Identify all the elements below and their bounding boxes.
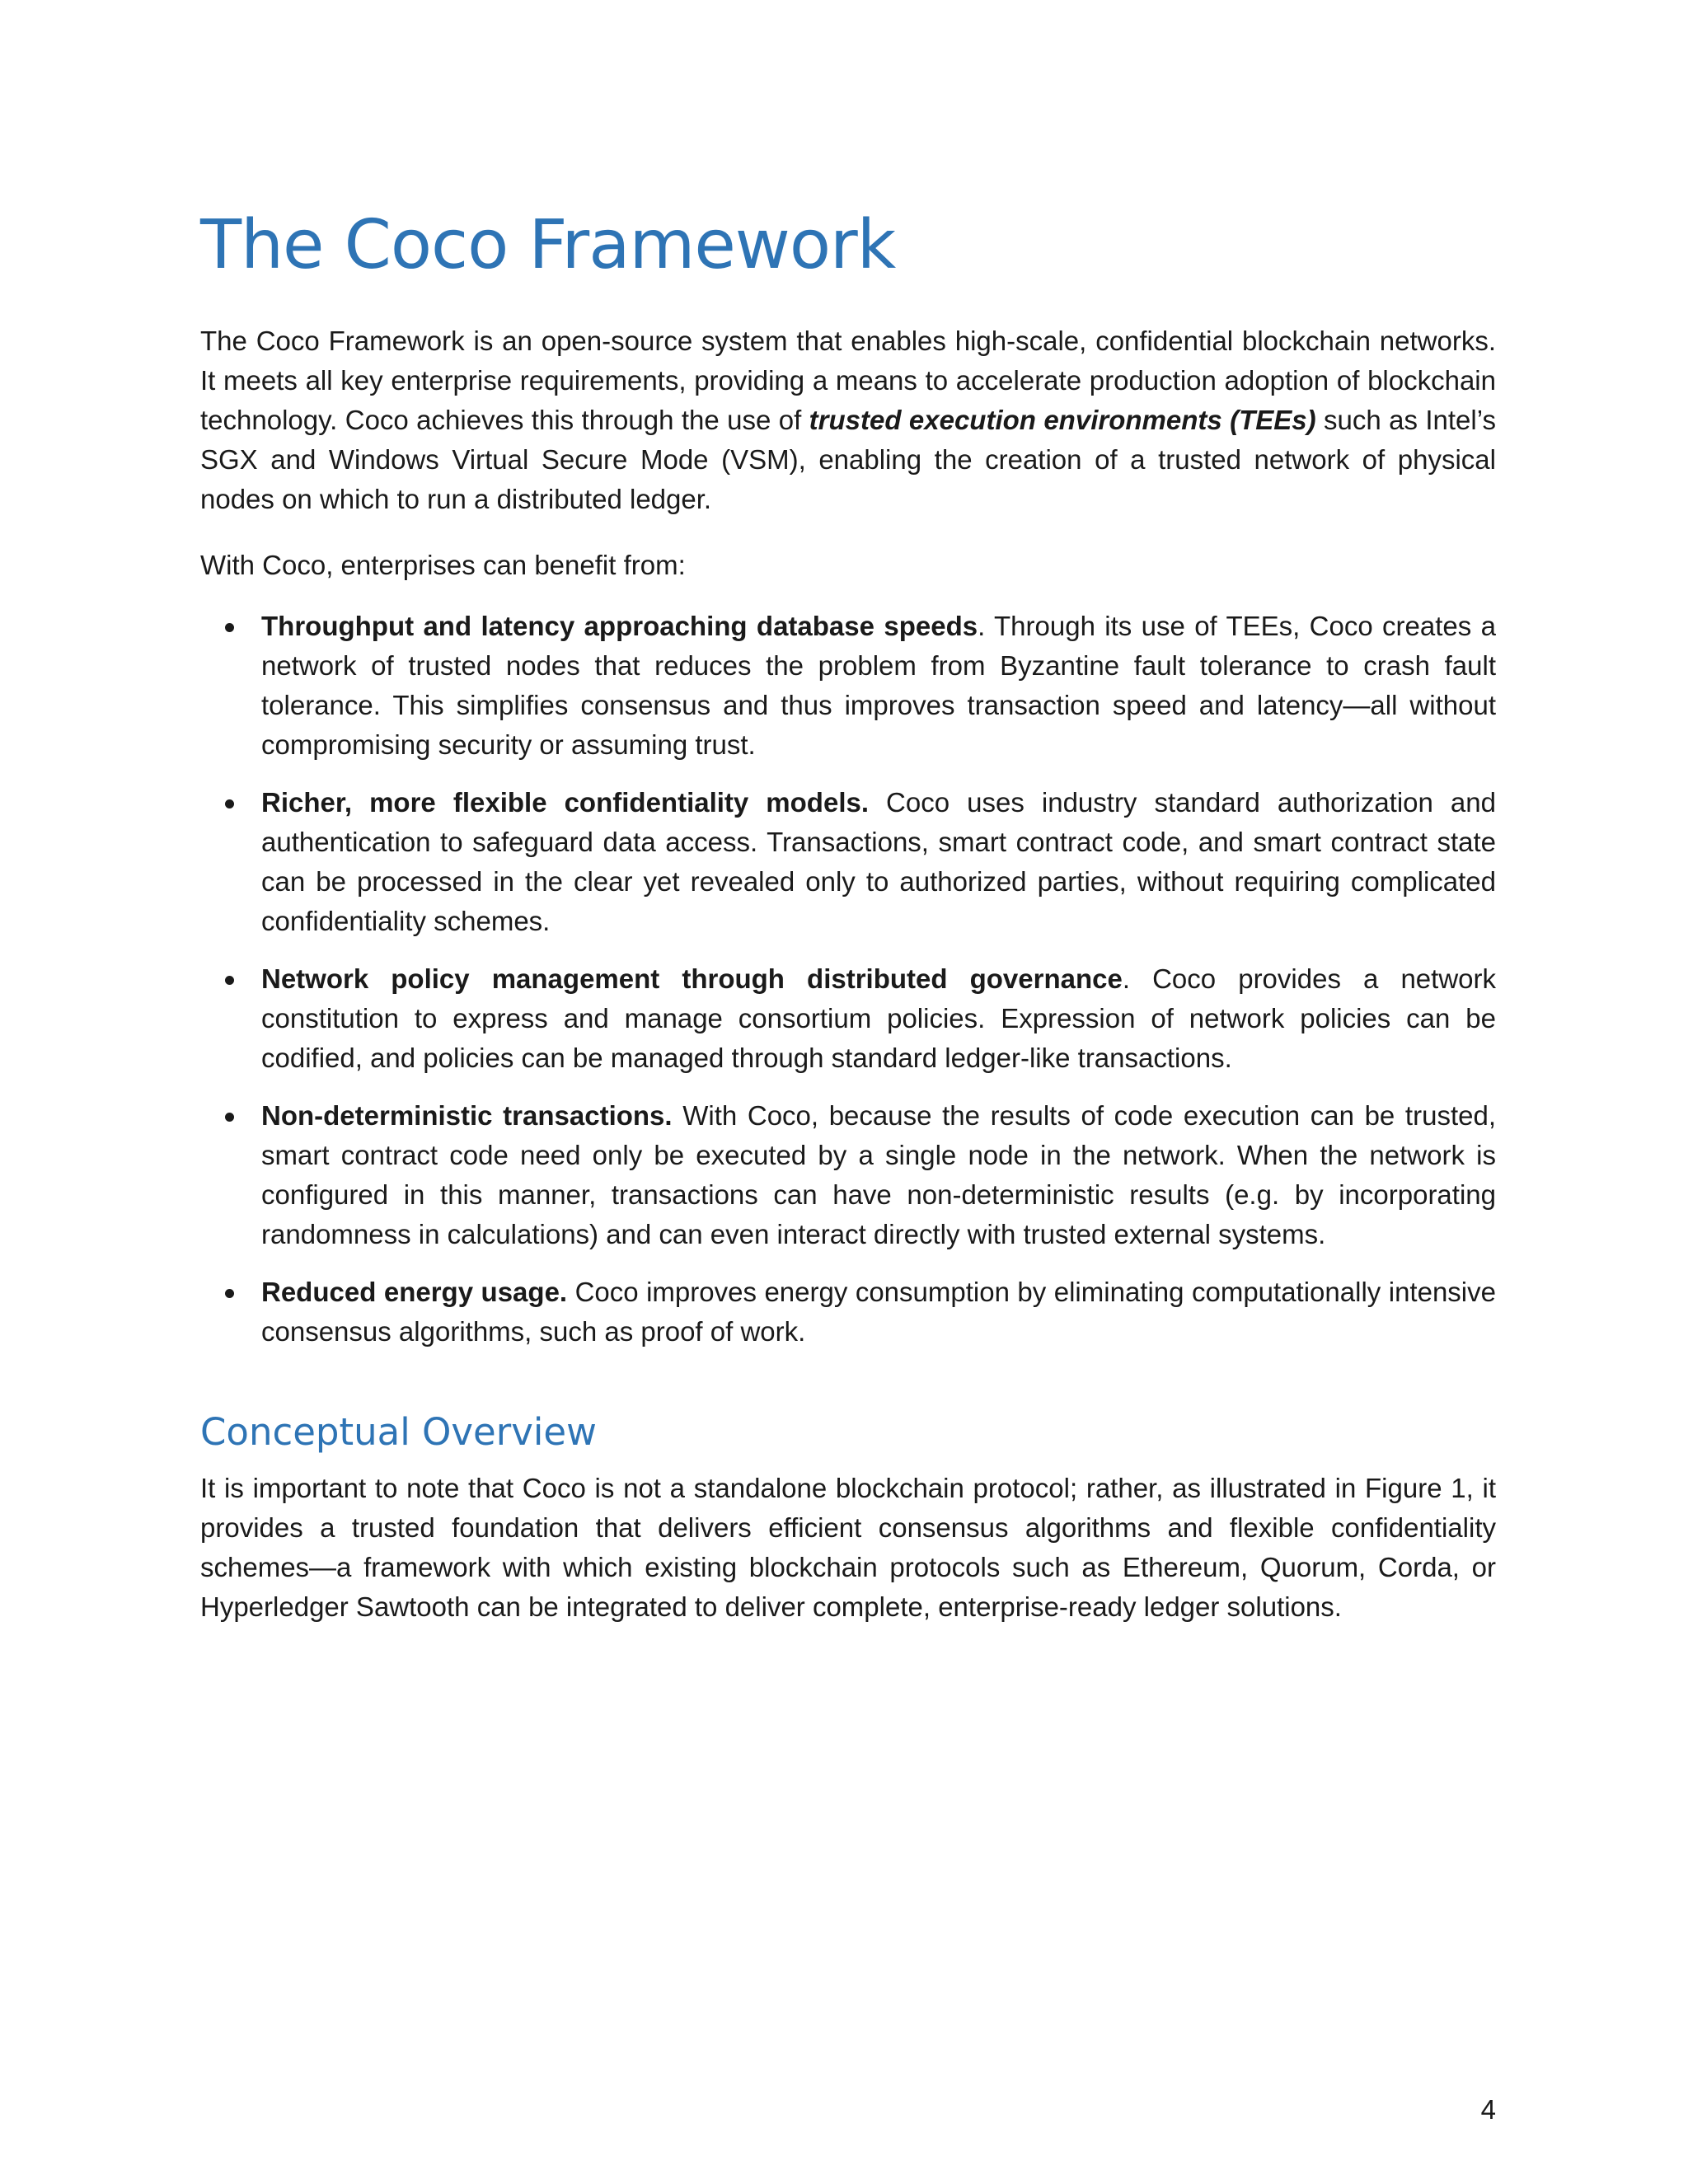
- benefits-intro: With Coco, enterprises can benefit from:: [200, 550, 686, 580]
- list-item: [200, 607, 1496, 765]
- bullet-icon: [225, 1113, 234, 1122]
- bullet-body: With Coco, because the results of code execution can be trusted, smart contract code need only be executed by a single node in the network. When the network is configured in this manner, transactions can have non-deterministic results (e.g. by incorporating randomness in calculations) and can even interact directly with trusted external systems.: [261, 1100, 1496, 1249]
- intro-paragraph: [200, 321, 1496, 519]
- bullet-lead: Network policy management through distributed governance: [261, 963, 1123, 994]
- list-item: [200, 1272, 1496, 1352]
- bullet-body: . Through its use of TEEs, Coco creates a network of trusted nodes that reduces the problem from Byzantine fault tolerance to crash fault tolerance. This simplifies consensus and thus improves transaction speed and latency—all without compromising security or assuming trust.: [261, 611, 1496, 760]
- bullet-icon: [225, 976, 234, 985]
- bullet-text: [261, 783, 1496, 941]
- section-heading: Conceptual Overview: [200, 1410, 597, 1454]
- list-item: [200, 959, 1496, 1078]
- bullet-icon: [225, 623, 234, 632]
- list-item: [200, 1096, 1496, 1254]
- bullet-body: Coco uses industry standard authorization and authentication to safeguard data access. Transactions, smart contract code, and smart contract state can be processed in the clear yet revealed only to authorized parties, without requiring complicated confidentiality schemes.: [261, 787, 1496, 936]
- bullet-lead: Non-deterministic transactions.: [261, 1100, 673, 1131]
- bullet-lead: Richer, more flexible confidentiality models.: [261, 787, 870, 818]
- bullet-body: Coco improves energy consumption by eliminating computationally intensive consensus algorithms, such as proof of work.: [261, 1277, 1496, 1347]
- page-title: The Coco Framework: [200, 206, 896, 284]
- intro-text-part1: The Coco Framework is an open-source system that enables high-scale, confidential blockchain networks. It meets all key enterprise requirements, providing a means to accelerate production adoption of blockchain technology. Coco achieves this through the use of: [200, 326, 1496, 435]
- bullet-lead: Reduced energy usage.: [261, 1277, 568, 1307]
- bullet-text: [261, 1096, 1496, 1254]
- bullet-lead: Throughput and latency approaching database speeds: [261, 611, 978, 641]
- overview-paragraph: It is important to note that Coco is not a standalone blockchain protocol; rather, as illustrated in Figure 1, it provides a trusted foundation that delivers efficient consensus algorithms and flexible confidentiality schemes—a framework with which existing blockchain protocols such as Ethereum, Quorum, Corda, or Hyperledger Sawtooth can be integrated to deliver complete, enterprise-ready ledger solutions.: [200, 1473, 1496, 1622]
- intro-text-part2: such as Intel’s SGX and Windows Virtual Secure Mode (VSM), enabling the creation of a trusted network of physical nodes on which to run a distributed ledger.: [200, 405, 1496, 514]
- list-item: [200, 783, 1496, 941]
- bullet-text: [261, 1272, 1496, 1352]
- bullet-text: [261, 607, 1496, 765]
- bullet-icon: [225, 799, 234, 808]
- page-number: 4: [1480, 2094, 1496, 2125]
- benefits-list: [200, 607, 1496, 1370]
- intro-emphasis: trusted execution environments (TEEs): [809, 405, 1316, 435]
- bullet-body: . Coco provides a network constitution to express and manage consortium policies. Expression of network policies can be codified, and policies can be managed through standard ledger-like transactions.: [261, 963, 1497, 1073]
- bullet-icon: [225, 1289, 234, 1298]
- bullet-text: [261, 959, 1496, 1078]
